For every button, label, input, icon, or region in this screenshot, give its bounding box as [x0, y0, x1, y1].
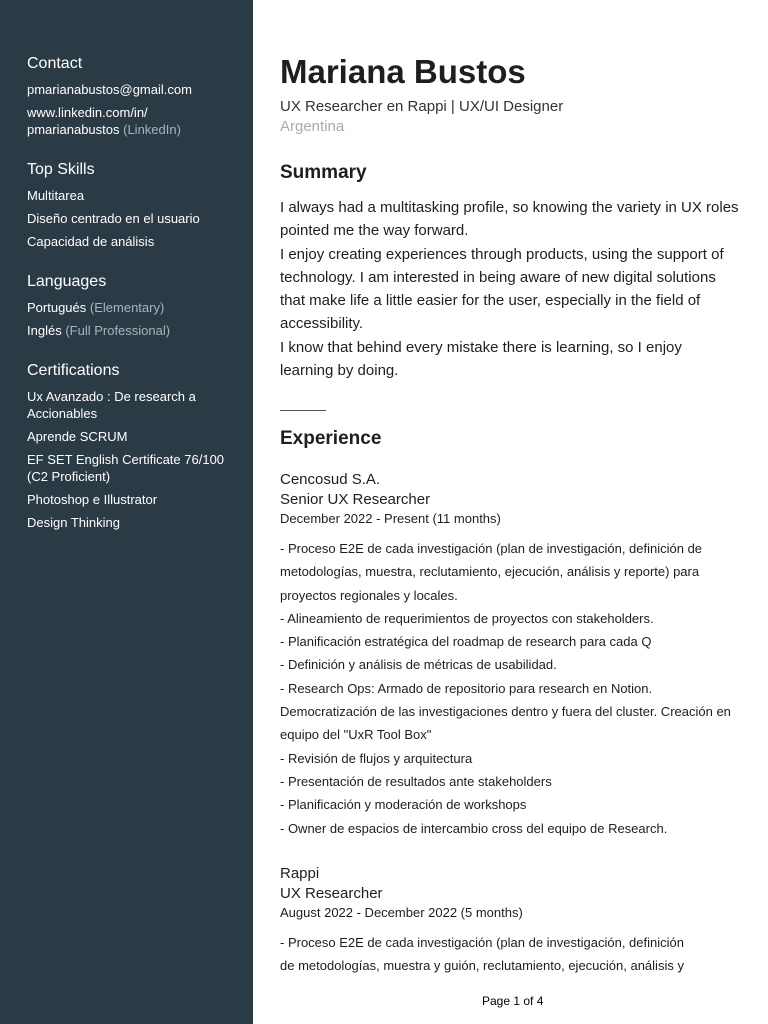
skills-section	[27, 160, 253, 250]
job-entry-rappi	[280, 864, 750, 978]
certification-line: EF SET English Certificate 76/100	[27, 452, 225, 467]
language-item	[27, 322, 253, 339]
certification-line: Accionables	[27, 406, 98, 421]
summary-line: technology. I am interested in being aware of new digital solutions	[280, 268, 716, 286]
languages-section	[27, 272, 253, 339]
job-description-line: proyectos regionales y locales.	[280, 587, 458, 603]
language-name: Inglés	[27, 323, 62, 338]
section-divider	[280, 410, 326, 411]
language-name: Portugués	[27, 300, 87, 315]
certification-item: Photoshop e Illustrator	[27, 492, 158, 507]
job-description	[280, 537, 750, 840]
email-link[interactable]: pmarianabustos@gmail.com	[27, 82, 192, 97]
job-description-line: - Owner de espacios de intercambio cross del equipo de Research.	[280, 820, 668, 836]
certification-item	[27, 451, 253, 485]
certification-item: Design Thinking	[27, 515, 120, 530]
language-level: (Elementary)	[89, 300, 165, 315]
job-description-line: - Revisión de flujos y arquitectura	[280, 750, 473, 766]
summary-line: that make life a little easier for the user, especially in the field of	[280, 292, 701, 310]
profile-location: Argentina	[280, 118, 345, 135]
job-entry-cencosud	[280, 470, 750, 840]
job-role: UX Researcher	[280, 885, 383, 902]
job-description-line: - Planificación estratégica del roadmap de research para cada Q	[280, 634, 652, 650]
skill-item: Diseño centrado en el usuario	[27, 211, 200, 226]
page-number: Page 1 of 4	[482, 994, 544, 1008]
contact-section	[27, 54, 253, 138]
contact-heading: Contact	[27, 55, 83, 72]
linkedin-link[interactable]	[27, 104, 253, 138]
language-level: (Full Professional)	[65, 323, 171, 338]
certification-item: Aprende SCRUM	[27, 429, 128, 444]
job-description-line: equipo del "UxR Tool Box"	[280, 727, 432, 743]
job-description-line: - Planificación y moderación de workshops	[280, 797, 527, 813]
summary-line: I always had a multitasking profile, so knowing the variety in UX roles	[280, 199, 739, 216]
summary-line: learning by doing.	[280, 362, 399, 380]
job-description-line: - Presentación de resultados ante stakeholders	[280, 773, 552, 789]
job-description-line: - Definición y análisis de métricas de usabilidad.	[280, 657, 557, 673]
linkedin-suffix: (LinkedIn)	[123, 122, 181, 137]
profile-headline: UX Researcher en Rappi | UX/UI Designer	[280, 98, 564, 115]
summary-line: I enjoy creating experiences through products, using the support of	[280, 245, 724, 263]
profile-name: Mariana Bustos	[280, 53, 526, 90]
job-description-line: - Alineamiento de requerimientos de proyectos con stakeholders.	[280, 610, 654, 626]
languages-heading: Languages	[27, 273, 107, 290]
summary-heading: Summary	[280, 162, 367, 183]
experience-heading: Experience	[280, 428, 382, 449]
job-description	[280, 931, 750, 978]
linkedin-url-line2: pmarianabustos	[27, 122, 120, 137]
summary-text	[280, 196, 750, 382]
linkedin-url-line1: www.linkedin.com/in/	[27, 105, 148, 120]
language-item	[27, 299, 253, 316]
job-description-line: - Research Ops: Armado de repositorio para research en Notion.	[280, 680, 653, 696]
sidebar	[0, 0, 253, 1024]
skill-item: Capacidad de análisis	[27, 234, 155, 249]
certifications-heading: Certifications	[27, 362, 120, 379]
summary-line: I know that behind every mistake there is learning, so I enjoy	[280, 338, 682, 356]
certification-item	[27, 388, 253, 422]
job-company: Cencosud S.A.	[280, 471, 381, 488]
job-description-line: metodologías, muestra, reclutamiento, ejecución, análisis y reporte) para	[280, 564, 700, 580]
summary-line: pointed me the way forward.	[280, 222, 469, 240]
skill-item: Multitarea	[27, 188, 85, 203]
certification-line: Ux Avanzado : De research a	[27, 389, 196, 404]
job-description-line: - Proceso E2E de cada investigación (plan de investigación, definición de	[280, 541, 703, 556]
main-content	[280, 0, 750, 1024]
job-dates: August 2022 - December 2022 (5 months)	[280, 905, 523, 920]
certification-line: (C2 Proficient)	[27, 469, 111, 484]
job-description-line: Democratización de las investigaciones dentro y fuera del cluster. Creación en	[280, 704, 731, 720]
job-company: Rappi	[280, 865, 320, 882]
job-dates: December 2022 - Present (11 months)	[280, 511, 501, 526]
job-role: Senior UX Researcher	[280, 491, 431, 508]
summary-line: accessibility.	[280, 315, 364, 333]
job-description-line: de metodologías, muestra y guión, reclutamiento, ejecución, análisis y	[280, 958, 684, 974]
skills-heading: Top Skills	[27, 161, 95, 178]
certifications-section	[27, 361, 253, 531]
job-description-line: - Proceso E2E de cada investigación (plan de investigación, definición	[280, 935, 684, 950]
